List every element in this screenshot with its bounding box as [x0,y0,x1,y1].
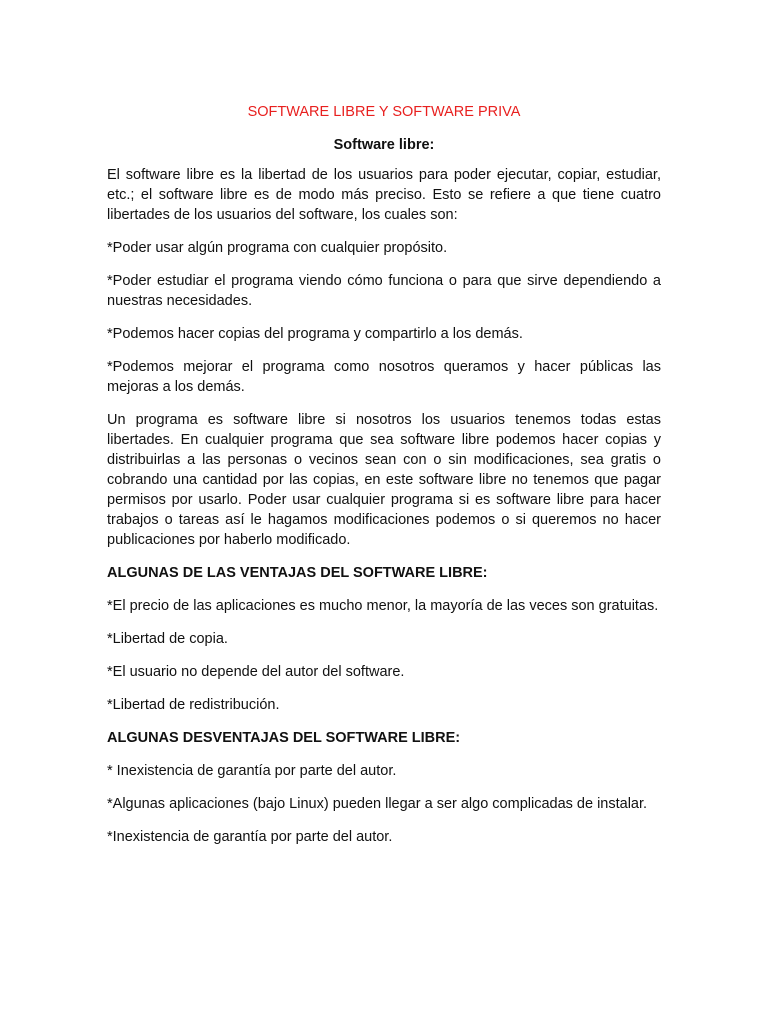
freedom-item-1: *Poder usar algún programa con cualquier propósito. [107,240,448,256]
advantage-item-3: *El usuario no depende del autor del software. [107,664,405,680]
freedom-item-4: *Podemos mejorar el programa como nosotros queramos y hacer públicas las mejoras a los demás. [107,359,661,395]
advantage-item-4: *Libertad de redistribución. [107,697,280,713]
document-page [107,102,661,860]
intro-paragraph: El software libre es la libertad de los usuarios para poder ejecutar, copiar, estudiar, etc.; el software libre es de modo más preciso. Esto se refiere a que tiene cuatro libertades de los usuarios del software, los cuales son: [107,167,661,223]
advantage-item-1: *El precio de las aplicaciones es mucho menor, la mayoría de las veces son gratuitas. [107,598,659,614]
summary-paragraph: Un programa es software libre si nosotros los usuarios tenemos todas estas libertades. En cualquier programa que sea software libre podemos hacer copias y distribuirlas a las personas o vecinos sean con o sin modificaciones, sea gratis o cobrando una cantidad por las copias, en este software libre no tenemos que pagar permisos por usarlo. Poder usar cualquier programa si es software libre para hacer trabajos o tareas así le hagamos modificaciones podemos o si queremos no hacer publicaciones por haberlo modificado. [107,412,661,548]
freedom-item-3: *Podemos hacer copias del programa y compartirlo a los demás. [107,326,523,342]
disadvantage-item-1: * Inexistencia de garantía por parte del autor. [107,763,397,779]
advantage-item-2: *Libertad de copia. [107,631,228,647]
freedom-item-2: *Poder estudiar el programa viendo cómo funciona o para que sirve dependiendo a nuestras necesidades. [107,273,661,309]
advantages-heading: ALGUNAS DE LAS VENTAJAS DEL SOFTWARE LIBRE: [107,565,488,581]
disadvantages-heading: ALGUNAS DESVENTAJAS DEL SOFTWARE LIBRE: [107,730,461,746]
disadvantage-item-2: *Algunas aplicaciones (bajo Linux) pueden llegar a ser algo complicadas de instalar. [107,796,648,812]
document-title: SOFTWARE LIBRE Y SOFTWARE PRIVA [247,104,521,120]
section-subtitle: Software libre: [333,137,435,153]
disadvantage-item-3: *Inexistencia de garantía por parte del autor. [107,829,393,845]
